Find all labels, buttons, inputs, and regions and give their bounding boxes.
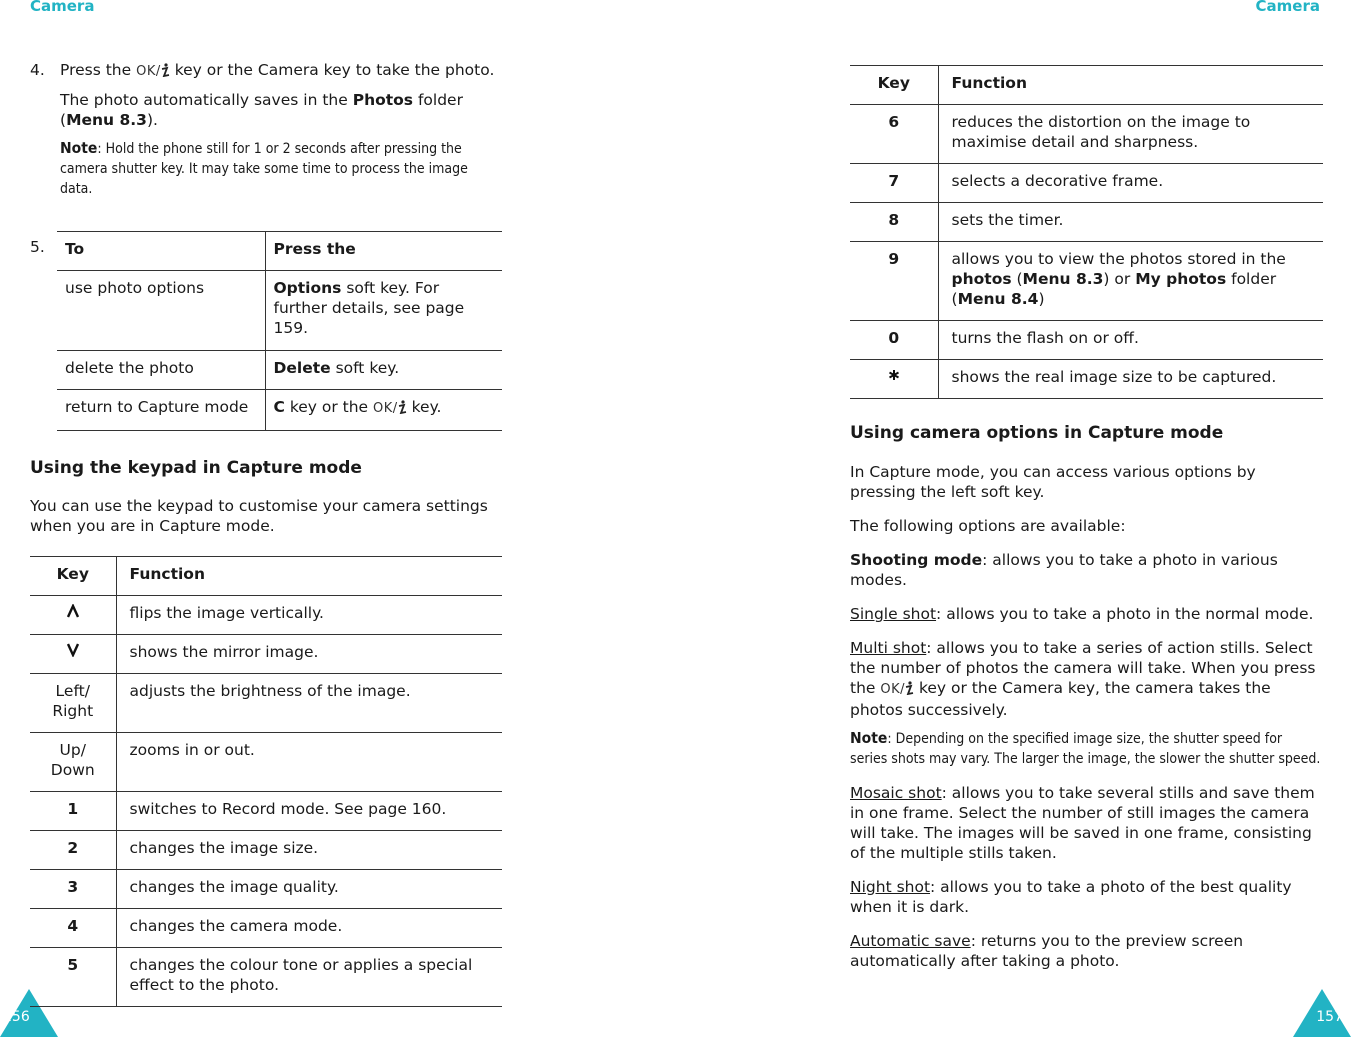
function-cell: changes the camera mode. <box>116 909 502 948</box>
step-4-text-b: key or the Camera key to take the photo. <box>174 61 495 79</box>
ok-key-label: OK/ <box>373 401 398 416</box>
table-row <box>30 870 502 909</box>
function-cell: zooms in or out. <box>116 733 502 792</box>
keypad-section <box>30 457 502 1007</box>
ok-key-label: OK/ <box>880 682 906 697</box>
single-shot-label: Single shot <box>850 605 937 623</box>
function-cell: sets the timer. <box>938 203 1323 242</box>
press-key-rest: key or the <box>284 398 369 416</box>
row9-text-e: folder ( <box>951 270 1277 308</box>
table-row <box>850 105 1323 164</box>
options-available: The following options are available: <box>850 517 1126 535</box>
function-cell <box>938 242 1323 321</box>
keypad-table <box>30 556 502 1007</box>
option-automatic-save <box>850 931 1323 971</box>
mosaic-shot-text: : allows you to take several stills and save them in one frame. Select the number of still images the camera will take. The images will be saved in one frame, consisting of the multiple stills taken. <box>850 784 1315 862</box>
saved-text-a: The photo automatically saves in the <box>60 91 348 109</box>
key-cell: 9 <box>850 242 938 321</box>
single-shot-text: : allows you to take a photo in the normal mode. <box>936 605 1314 623</box>
key-cell: 6 <box>850 105 938 164</box>
ok-i-key-icon <box>373 399 407 419</box>
automatic-save-label: Automatic save <box>850 932 971 950</box>
star-key-icon <box>888 368 900 382</box>
table-row <box>57 351 502 390</box>
right-page-header: Camera <box>1255 0 1320 15</box>
row9-bold-2: Menu 8.3 <box>1022 270 1104 288</box>
automatic-save-text: : returns you to the preview screen automatically after taking a photo. <box>850 932 1244 970</box>
function-cell: changes the colour tone or applies a special effect to the photo. <box>116 948 502 1007</box>
step-5-table <box>57 231 502 431</box>
step-5 <box>30 231 502 431</box>
left-page-header: Camera <box>30 0 95 15</box>
key-cell <box>850 360 938 399</box>
mosaic-shot-label: Mosaic shot <box>850 784 942 802</box>
function-cell: adjusts the brightness of the image. <box>116 674 502 733</box>
ok-key-label: OK/ <box>136 64 161 79</box>
multi-shot-text-a: : allows you to take a series of action stills. Select the number of photos the camera will take. When you press the <box>850 639 1316 697</box>
table-row <box>30 733 502 792</box>
saved-text-b: folder ( <box>60 91 463 129</box>
ok-i-key-icon <box>136 62 170 82</box>
up-arrow-icon <box>67 604 79 618</box>
table-row <box>850 242 1323 321</box>
table-row <box>30 948 502 1007</box>
night-shot-text: : allows you to take a photo of the best quality when it is dark. <box>850 878 1292 916</box>
step-4-note <box>60 138 502 199</box>
col-header-press: Press the <box>265 232 502 271</box>
press-key-bold: Delete <box>273 359 331 377</box>
table-header-row <box>57 232 502 271</box>
table-header-row <box>850 66 1323 105</box>
note-label: Note <box>60 139 98 157</box>
table-row <box>850 164 1323 203</box>
function-cell: changes the image quality. <box>116 870 502 909</box>
table-row <box>30 674 502 733</box>
option-shooting-mode <box>850 550 1323 590</box>
table-row <box>850 321 1323 360</box>
col-header-to: To <box>57 232 265 271</box>
keypad-heading: Using the keypad in Capture mode <box>30 458 362 478</box>
right-page-number: 157 <box>1316 1009 1343 1025</box>
table-row <box>30 909 502 948</box>
multi-shot-note <box>850 728 1323 769</box>
saved-folder-name: Photos <box>352 91 414 109</box>
row9-bold-3: My photos <box>1135 270 1227 288</box>
key-cell: 0 <box>850 321 938 360</box>
function-cell: selects a decorative frame. <box>938 164 1323 203</box>
table-row <box>57 271 502 351</box>
function-cell: turns the flash on or off. <box>938 321 1323 360</box>
option-night-shot <box>850 877 1323 917</box>
col-header-key: Key <box>850 66 938 105</box>
function-cell: switches to Record mode. See page 160. <box>116 792 502 831</box>
function-cell: changes the image size. <box>116 831 502 870</box>
col-header-function: Function <box>938 66 1323 105</box>
table-row <box>30 831 502 870</box>
step-4 <box>30 60 502 199</box>
left-page-content <box>30 60 502 1007</box>
table-row <box>30 596 502 635</box>
multi-shot-text-b: key or the Camera key, the camera takes the photos successively. <box>850 679 1271 719</box>
keypad-intro: You can use the keypad to customise your camera settings when you are in Capture mode. <box>30 497 488 535</box>
key-cell: Left/ Right <box>30 674 116 733</box>
row9-text-c: ( <box>1011 270 1023 288</box>
left-page-number: 156 <box>3 1009 30 1025</box>
table-row <box>850 360 1323 399</box>
options-intro: In Capture mode, you can access various options by pressing the left soft key. <box>850 463 1256 501</box>
note-text: : Depending on the specified image size, the shutter speed for series shots may vary. The larger the image, the slower the shutter speed. <box>850 731 1321 767</box>
col-header-key: Key <box>30 557 116 596</box>
options-heading: Using camera options in Capture mode <box>850 423 1224 443</box>
step-4-saved <box>60 90 502 130</box>
row-to: delete the photo <box>57 351 265 390</box>
function-cell: shows the real image size to be captured. <box>938 360 1323 399</box>
key-cell: Up/ Down <box>30 733 116 792</box>
key-cell: 8 <box>850 203 938 242</box>
col-header-function: Function <box>116 557 502 596</box>
shooting-mode-label: Shooting mode <box>850 551 983 569</box>
row-press <box>265 390 502 431</box>
key-cell: 7 <box>850 164 938 203</box>
option-mosaic-shot <box>850 783 1323 863</box>
row9-text-d: ) or <box>1103 270 1136 288</box>
step-4-instruction <box>60 60 502 82</box>
option-single-shot <box>850 604 1323 624</box>
function-cell: flips the image vertically. <box>116 596 502 635</box>
key-cell: 5 <box>30 948 116 1007</box>
function-cell: reduces the distortion on the image to maximise detail and sharpness. <box>938 105 1323 164</box>
option-multi-shot <box>850 638 1323 720</box>
step-5-number: 5. <box>30 238 45 256</box>
shooting-mode-text: : allows you to take a photo in various modes. <box>850 551 1278 589</box>
row-press <box>265 271 502 351</box>
key-cell: 3 <box>30 870 116 909</box>
row-to: use photo options <box>57 271 265 351</box>
ok-i-key-icon <box>880 680 914 700</box>
note-text: : Hold the phone still for 1 or 2 seconds after pressing the camera shutter key. It may take some time to process the image data. <box>60 141 468 197</box>
night-shot-label: Night shot <box>850 878 931 896</box>
multi-shot-label: Multi shot <box>850 639 927 657</box>
key-cell <box>30 596 116 635</box>
press-key-bold: Options <box>273 279 342 297</box>
row9-bold-4: Menu 8.4 <box>957 290 1039 308</box>
row9-text-f: ) <box>1038 290 1045 308</box>
step-4-number: 4. <box>30 61 45 79</box>
note-label: Note <box>850 729 888 747</box>
table-row <box>30 792 502 831</box>
row9-bold-1: photos <box>951 270 1012 288</box>
key-cell: 1 <box>30 792 116 831</box>
row-press <box>265 351 502 390</box>
down-arrow-icon <box>67 643 79 657</box>
function-cell: shows the mirror image. <box>116 635 502 674</box>
saved-text-c: ). <box>146 111 158 129</box>
right-page-content <box>850 65 1323 985</box>
keypad-table-continued <box>850 65 1323 399</box>
key-cell <box>30 635 116 674</box>
options-section <box>850 422 1323 971</box>
row9-text-a: allows you to view the photos stored in the <box>951 250 1286 268</box>
table-row <box>57 390 502 431</box>
saved-menu: Menu 8.3 <box>66 111 147 129</box>
press-key-rest: soft key. For further details, see page 159. <box>273 279 465 337</box>
key-cell: 4 <box>30 909 116 948</box>
table-row <box>850 203 1323 242</box>
table-row <box>30 635 502 674</box>
press-key-rest: soft key. <box>330 359 400 377</box>
press-key-bold: C <box>273 398 285 416</box>
table-header-row <box>30 557 502 596</box>
press-key-rest2: key. <box>406 398 442 416</box>
row-to: return to Capture mode <box>57 390 265 431</box>
step-4-text-a: Press the <box>60 61 132 79</box>
key-cell: 2 <box>30 831 116 870</box>
